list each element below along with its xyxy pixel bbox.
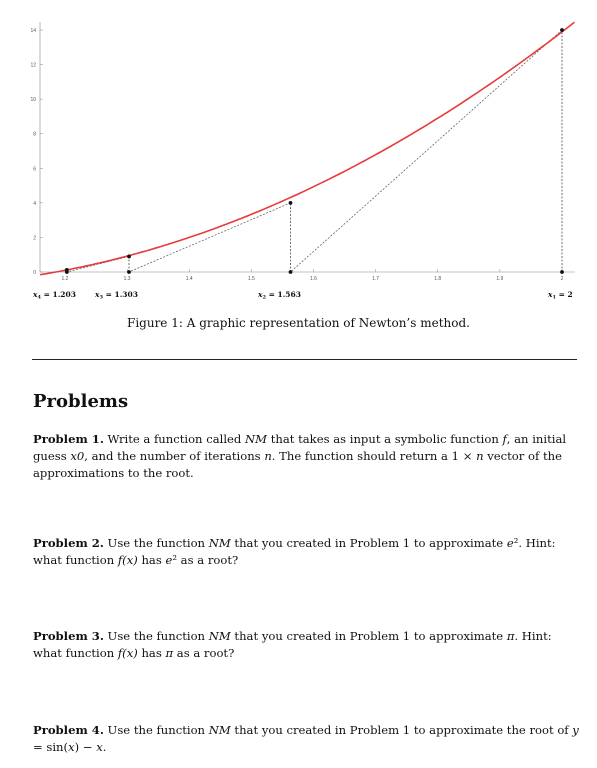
- math-term: NM: [208, 723, 231, 737]
- section-title: Problems: [33, 391, 129, 412]
- problem-text: , and the number of iterations: [84, 449, 265, 463]
- x-tick-label: 1.6: [310, 276, 317, 282]
- problem-text: Write a function called: [107, 432, 246, 446]
- problem-2: [33, 535, 579, 569]
- math-term: y: [572, 723, 579, 737]
- math-term: NM: [208, 629, 231, 643]
- math-term: π: [506, 629, 515, 643]
- y-tick-label: 10: [30, 97, 36, 104]
- iterate-labels: [32, 290, 573, 300]
- problem-text: ². Hint: what function: [33, 536, 556, 567]
- x-tick-label: 1.5: [247, 276, 255, 282]
- problem-text: as a root?: [173, 646, 235, 660]
- section-divider: [32, 359, 577, 360]
- y-tick-label: 6: [33, 166, 36, 173]
- math-term: NM: [208, 536, 231, 550]
- math-term: x0: [70, 449, 85, 463]
- y-tick-label: 12: [30, 62, 36, 69]
- problem-text: Use the function: [107, 629, 209, 643]
- problem-label: Problem 2.: [33, 536, 104, 550]
- problem-text: Use the function: [107, 723, 209, 737]
- problem-text: that you created in Problem 1 to approximate the root of: [230, 723, 573, 737]
- axis-point: [560, 270, 564, 274]
- problem-text: Use the function: [107, 536, 209, 550]
- curve-point: [127, 255, 131, 259]
- problem-text: . Hint: what function: [33, 629, 552, 660]
- plot-axes: [30, 22, 575, 282]
- problem-label: Problem 3.: [33, 629, 104, 643]
- problem-3: [33, 628, 579, 662]
- problem-text: ² as a root?: [172, 553, 239, 567]
- y-tick-label: 0: [33, 270, 36, 276]
- math-term: x: [96, 740, 103, 754]
- problem-label: Problem 4.: [33, 723, 104, 737]
- x1-label: $x_1 = 2$: [548, 290, 573, 300]
- curve-point: [289, 201, 293, 205]
- problem-text: has: [137, 553, 166, 567]
- y-tick-label: 4: [33, 200, 36, 207]
- math-term: e: [506, 536, 514, 550]
- axis-point: [127, 270, 131, 274]
- y-tick-label: 2: [33, 235, 36, 242]
- x2-label: $x_2 = 1.563$: [258, 290, 301, 300]
- problem-label: Problem 1.: [33, 432, 104, 446]
- x4-label: $x_4 = 1.203$: [33, 290, 76, 300]
- x-tick-label: 1.2: [61, 276, 69, 282]
- math-term: e: [165, 553, 173, 567]
- tangent-line: [291, 30, 562, 272]
- x-tick-label: 1.7: [372, 276, 380, 282]
- axis-point: [289, 270, 293, 274]
- x-tick-label: 1.3: [123, 276, 131, 282]
- problem-text: has: [137, 646, 166, 660]
- function-curve: [40, 22, 574, 275]
- figure-caption: Figure 1: A graphic representation of Newton’s method.: [127, 316, 470, 330]
- math-term: f: [502, 432, 507, 446]
- math-term: x: [68, 740, 75, 754]
- problem-text: vector of the approximations to the root.: [33, 449, 562, 480]
- x-tick-label: 2: [560, 276, 564, 282]
- problem-text: .: [102, 740, 107, 754]
- x3-label: $x_3 = 1.303$: [95, 290, 138, 300]
- math-term: n: [476, 449, 484, 463]
- problem-1: [33, 431, 579, 482]
- newton-method-figure: [0, 0, 597, 300]
- newton-guide-lines: [67, 30, 562, 272]
- math-term: f(x): [117, 646, 138, 660]
- x-tick-label: 1.9: [496, 276, 504, 282]
- axis-point: [65, 270, 69, 274]
- iterate-points: [65, 28, 564, 274]
- math-term: NM: [245, 432, 268, 446]
- math-term: n: [264, 449, 272, 463]
- math-term: π: [165, 646, 174, 660]
- problem-text: ) −: [74, 740, 97, 754]
- curve-point: [560, 28, 564, 32]
- problem-text: that you created in Problem 1 to approximate: [230, 629, 507, 643]
- tangent-line: [129, 203, 291, 272]
- problem-text: , an initial guess: [33, 432, 567, 463]
- x-tick-label: 1.4: [185, 276, 193, 282]
- math-term: f(x): [117, 553, 138, 567]
- x-tick-label: 1.8: [434, 276, 442, 282]
- problem-text: . The function should return a 1 ×: [271, 449, 477, 463]
- problem-text: that you created in Problem 1 to approximate: [230, 536, 507, 550]
- problem-text: = sin(: [33, 740, 69, 754]
- problem-text: that takes as input a symbolic function: [267, 432, 503, 446]
- problem-4: [33, 722, 579, 756]
- y-tick-label: 14: [30, 28, 36, 34]
- y-tick-label: 8: [33, 131, 36, 138]
